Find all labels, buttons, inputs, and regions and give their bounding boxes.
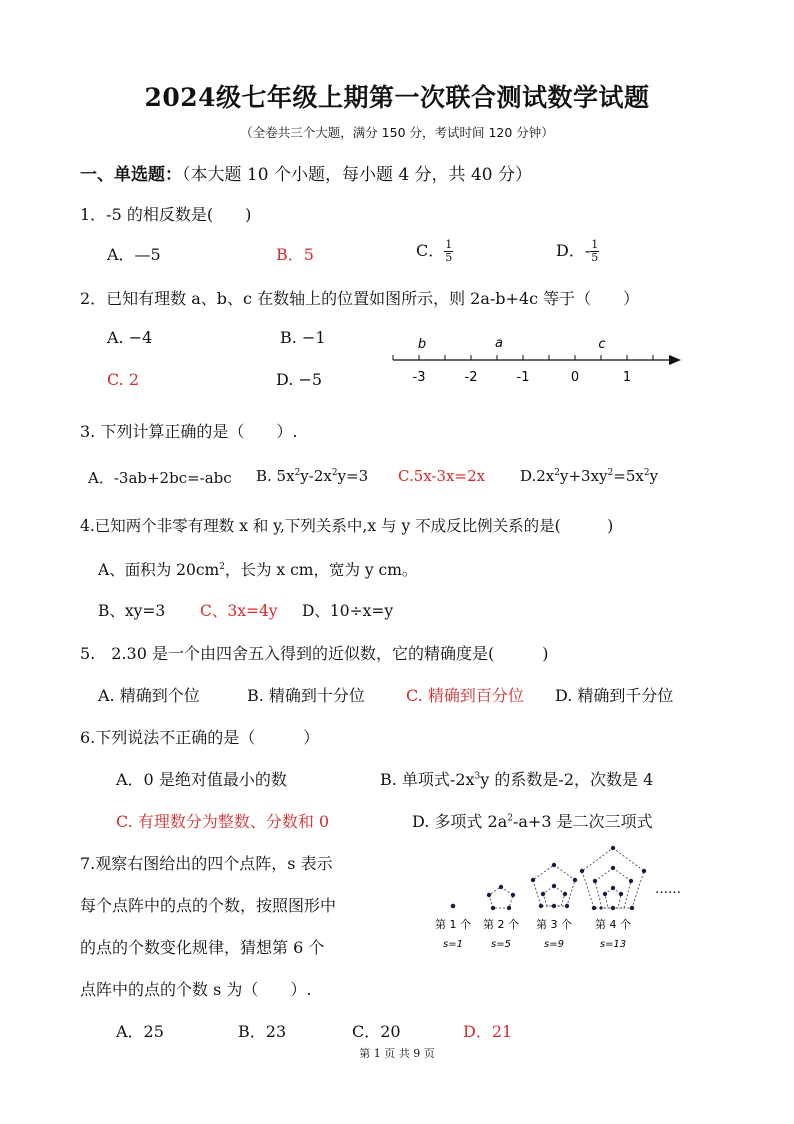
section-note: （本大题 10 个小题，每小题 4 分，共 40 分）: [182, 165, 533, 185]
q6-option-a: A．0 是绝对值最小的数: [116, 770, 287, 789]
q7-option-a: A．25: [116, 1022, 164, 1041]
fraction-denominator: 5: [591, 251, 599, 264]
pattern-3-count: s=9: [544, 939, 564, 950]
tick-label-minus-1: -1: [516, 370, 530, 385]
dot-pattern-1: [451, 904, 456, 909]
q1-option-d-fraction: [590, 239, 599, 264]
section-title: 一、单选题：: [80, 165, 182, 185]
point-c-label: c: [598, 337, 606, 352]
tick-label-0: 0: [570, 370, 580, 385]
q6-option-d: D. 多项式 $2a^2-a+3$ 是二次三项式: [412, 812, 653, 831]
q6-option-d-text-rest: -a+3 是二次三项式: [512, 812, 653, 831]
dot-pattern-4: [582, 848, 644, 908]
exam-info: （全卷共三个大题，满分 150 分，考试时间 120 分钟）: [240, 125, 554, 140]
q1-option-c: [416, 238, 453, 264]
q6-option-b-text-rest: y 的系数是-2，次数是 4: [480, 770, 654, 789]
q1-option-b: B．5: [276, 245, 314, 264]
tick-label-1: 1: [622, 370, 632, 385]
q7-option-d: D．21: [463, 1022, 513, 1041]
point-a-label: a: [495, 336, 503, 351]
q2-option-d: D. −5: [276, 370, 323, 389]
pattern-3-label: 第 3 个: [536, 918, 572, 931]
pattern-2-count: s=5: [491, 939, 511, 950]
point-b-label: b: [417, 337, 427, 352]
fraction-numerator: 1: [591, 238, 599, 251]
q6-option-b: B. 单项式$-2x^3y$ 的系数是-2，次数是 4: [380, 770, 654, 789]
q2-option-c: C. 2: [107, 370, 140, 389]
q7-stem-line-1: 7.观察右图给出的四个点阵，s 表示: [80, 854, 333, 873]
q1-stem: 1．-5 的相反数是( ): [80, 205, 252, 224]
q3-option-b: B. $5x^2y-2x^2y=3$: [256, 467, 369, 485]
q6-option-b-text: B. 单项式-2x: [380, 770, 475, 789]
q7-stem-line-4: 点阵中的点的个数 s 为（ ）.: [80, 980, 312, 999]
q2-stem: 2．已知有理数 a、b、c 在数轴上的位置如图所示，则 2a-b+4c 等于（ ）: [80, 289, 640, 308]
q7-option-c: C．20: [352, 1022, 401, 1041]
q4-option-d: D、10÷x=y: [302, 602, 394, 620]
q4-stem: 4.已知两个非零有理数 x 和 y,下列关系中,x 与 y 不成反比例关系的是( ): [80, 517, 614, 535]
q1-option-d: [556, 238, 599, 264]
pattern-4-label: 第 4 个: [595, 918, 631, 931]
pattern-1-label: 第 1 个: [435, 918, 471, 931]
q5-stem: 5. 2.30 是一个由四舍五入得到的近似数，它的精确度是( ): [80, 644, 549, 663]
q5-option-a: A. 精确到个位: [98, 686, 200, 705]
q4-option-a-text: A、面积为 20cm: [98, 561, 220, 579]
q5-option-c: C. 精确到百分位: [406, 686, 524, 705]
pattern-2-label: 第 2 个: [483, 918, 519, 931]
pattern-1-count: s=1: [443, 939, 463, 950]
q6-option-c: C. 有理数分为整数、分数和 0: [116, 812, 330, 831]
q1-option-d-prefix: D．-: [556, 241, 591, 260]
fraction-denominator: 5: [445, 251, 453, 264]
q1-option-c-fraction: [444, 239, 453, 264]
section-heading: [80, 160, 532, 185]
pattern-4-count: s=13: [599, 939, 627, 950]
q1-option-c-prefix: C．: [416, 241, 445, 260]
number-line-figure: [385, 330, 685, 390]
tick-label-minus-2: -2: [464, 370, 478, 385]
q3-stem: 3. 下列计算正确的是（ ）.: [80, 422, 298, 441]
q3-option-c: C.5x-3x=2x: [398, 467, 486, 485]
q2-option-a: A. −4: [107, 328, 153, 347]
dot-pattern-2: [489, 887, 513, 908]
q5-option-b: B. 精确到十分位: [247, 686, 365, 705]
q7-stem-line-3: 的点的个数变化规律，猜想第 6 个: [80, 938, 325, 957]
q7-option-b: B．23: [238, 1022, 287, 1041]
q4-option-c: C、3x=4y: [200, 602, 278, 620]
fraction-numerator: 1: [445, 238, 453, 251]
axis-arrow-icon: [669, 355, 681, 365]
tick-label-minus-3: -3: [412, 370, 426, 385]
dot-pattern-figure: [425, 840, 695, 955]
q3-option-d: $D.2x^2y+3xy^2=5x^2y$: [520, 467, 659, 485]
q3-option-a: A．-3ab+2bc=-abc: [88, 469, 232, 487]
q2-option-b: B. −1: [280, 328, 326, 347]
q1-option-a: A．—5: [107, 245, 161, 264]
q5-option-d: D. 精确到千分位: [555, 686, 674, 705]
q4-option-b: B、xy=3: [98, 602, 166, 620]
q7-stem-line-2: 每个点阵中的点的个数，按照图形中: [80, 896, 337, 915]
page-footer: 第 1 页 共 9 页: [359, 1047, 435, 1060]
q4-option-a: A、面积为 $20cm^2$，长为 x cm，宽为 y cm。: [98, 561, 418, 579]
ellipsis-label: ……: [655, 882, 681, 897]
q6-option-d-text: D. 多项式 2a: [412, 812, 508, 831]
q6-stem: 6.下列说法不正确的是（ ）: [80, 728, 320, 747]
q4-option-a-text-rest: ，长为 x cm，宽为 y cm。: [224, 561, 418, 579]
page-title: 2024级七年级上期第一次联合测试数学试题: [144, 83, 650, 112]
